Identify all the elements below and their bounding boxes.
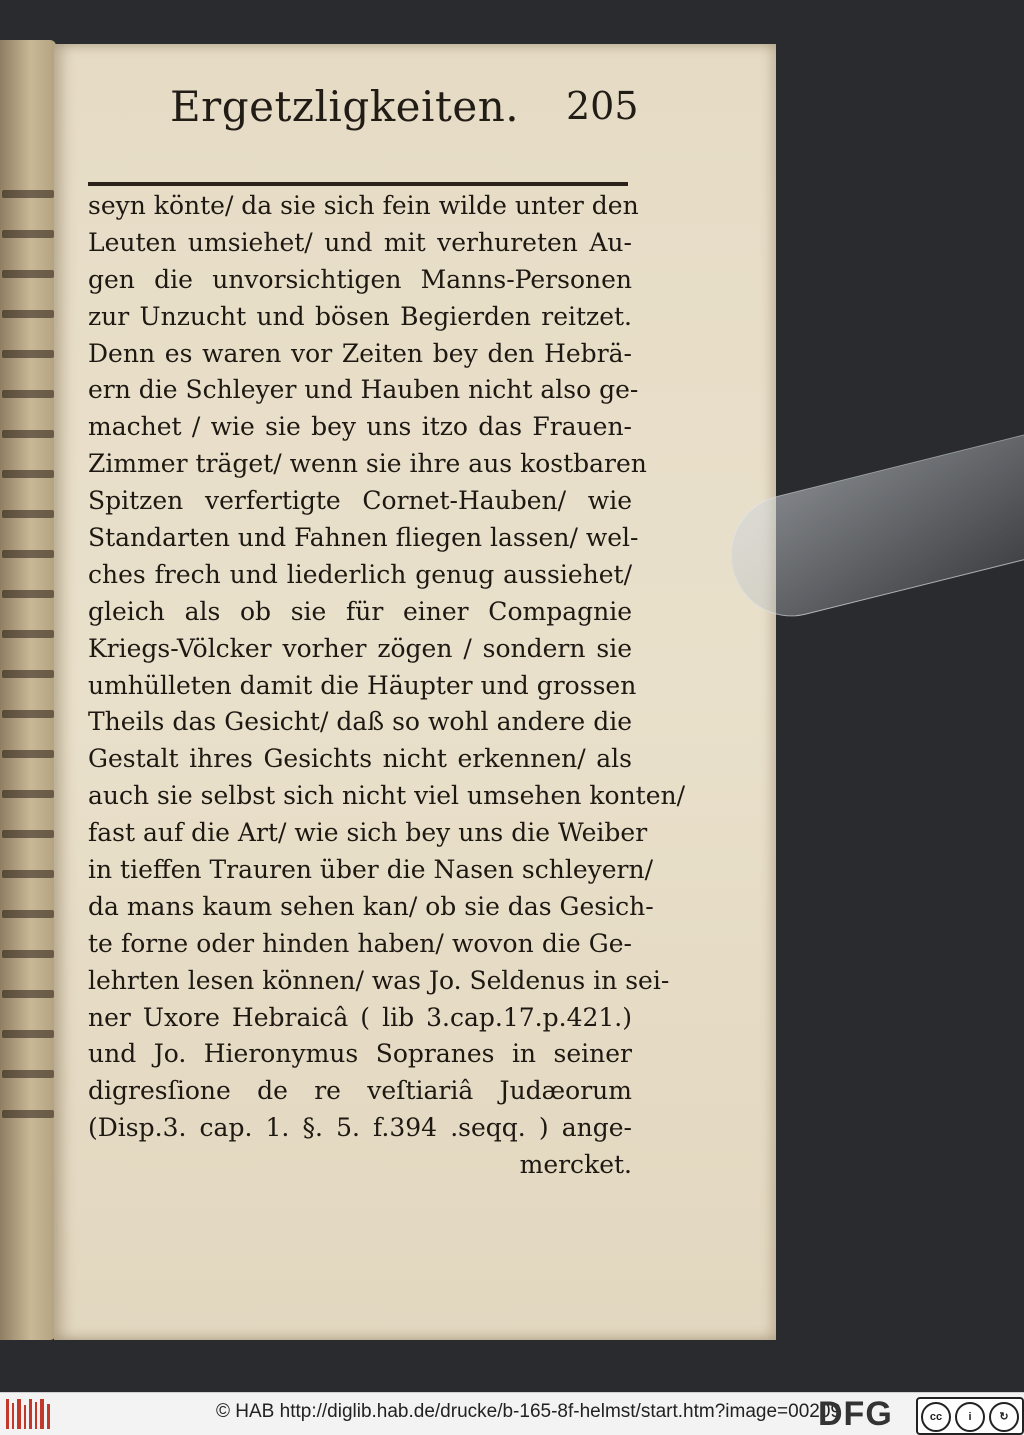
- text-line: auch sie selbst sich nicht viel umsehen konten/: [88, 781, 686, 811]
- barcode-icon: [6, 1399, 50, 1429]
- text-line: gleich als ob sie für einer Compagnie: [88, 596, 632, 626]
- dfg-logo: DFG: [818, 1395, 893, 1433]
- text-line: Leuten umsiehet/ und mit verhureten Au-: [88, 227, 632, 257]
- text-line: ner Uxore Hebraicâ ( lib 3.cap.17.p.421.): [88, 1002, 632, 1032]
- header-rule: [88, 182, 628, 186]
- text-line: digresſione de re veſtiariâ Judæorum: [88, 1076, 632, 1106]
- source-credit-link[interactable]: © HAB http://diglib.hab.de/drucke/b-165-8f-helmst/start.htm?image=00209: [216, 1401, 841, 1422]
- cc-icon: cc: [921, 1402, 951, 1432]
- body-text: [88, 188, 686, 1184]
- text-line: Denn es waren vor Zeiten bey den Hebrä-: [88, 338, 632, 368]
- running-head: Ergetzligkeiten.: [170, 82, 520, 131]
- text-line: Gestalt ihres Gesichts nicht erkennen/ als: [88, 744, 632, 774]
- text-line: machet / wie sie bey uns itzo das Frauen-: [88, 412, 632, 442]
- text-line: Zimmer träget/ wenn sie ihre aus kostbaren: [88, 449, 647, 479]
- text-line: da mans kaum sehen kan/ ob sie das Gesich-: [88, 891, 654, 921]
- text-line: Spitzen verfertigte Cornet-Hauben/ wie: [88, 486, 632, 516]
- text-line: (Disp.3. cap. 1. §. 5. f.394 .seqq. ) ange-: [88, 1113, 632, 1143]
- text-line: in tieffen Trauren über die Nasen schleyern/: [88, 855, 654, 885]
- text-line: gen die unvorsichtigen Manns-Personen: [88, 264, 632, 294]
- facing-page-edge: [0, 40, 56, 1340]
- text-line: seyn könte/ da sie sich fein wilde unter den: [88, 191, 639, 220]
- text-line: lehrten lesen können/ was Jo. Seldenus in sei-: [88, 965, 670, 995]
- text-line: Standarten und Fahnen fliegen lassen/ wel-: [88, 523, 639, 553]
- text-line: ern die Schleyer und Hauben nicht also ge-: [88, 375, 639, 405]
- text-line: Theils das Gesicht/ daß so wohl andere die: [88, 707, 632, 737]
- sa-icon: ↻: [989, 1402, 1019, 1432]
- text-line: te forne oder hinden haben/ wovon die Ge-: [88, 928, 632, 958]
- footer-bar: [0, 1392, 1024, 1435]
- page-number: 205: [566, 84, 639, 128]
- text-line: Kriegs-Völcker vorher zögen / sondern sie: [88, 633, 632, 663]
- text-line: umhülleten damit die Häupter und grossen: [88, 670, 637, 700]
- text-line: ches frech und liederlich genug aussiehet/: [88, 559, 632, 589]
- by-icon: i: [955, 1402, 985, 1432]
- cc-license-badge[interactable]: [916, 1397, 1024, 1435]
- text-line: fast auf die Art/ wie sich bey uns die Weiber: [88, 818, 648, 848]
- text-line: mercket.: [519, 1150, 632, 1180]
- text-line: zur Unzucht und bösen Begierden reitzet.: [88, 301, 632, 331]
- text-line: und Jo. Hieronymus Sopranes in seiner: [88, 1039, 632, 1069]
